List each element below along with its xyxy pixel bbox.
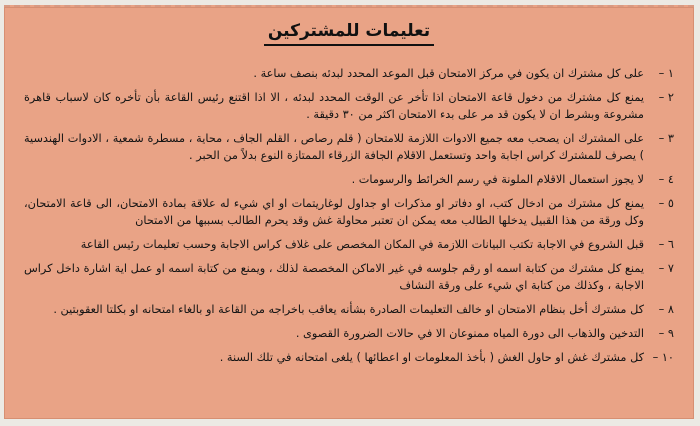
rules-list xyxy=(24,65,674,405)
rule-number: ١ – xyxy=(658,67,674,80)
rule-text: على كل مشترك ان يكون في مركز الامتحان قبل الموعد المحدد لبدئه بنصف ساعة . xyxy=(253,67,644,80)
rule-8 xyxy=(24,301,674,318)
rule-6 xyxy=(24,236,674,253)
rule-number: ٢ – xyxy=(658,91,674,104)
rule-text: على المشترك ان يصحب معه جميع الادوات اللازمة للامتحان ( قلم رصاص ، القلم الجاف ، محاية ، مسطرة شمعية ، الادوات الهندسية ) يصرف للمشترك كراس اجابة واحد وتستعمل الاقلام الجافة الزرقاء الممتازة النوع بدلاً من الحبر . xyxy=(24,132,644,162)
rule-number: ٤ – xyxy=(658,173,674,186)
rule-text: كل مشترك أخل بنظام الامتحان او خالف التعليمات الصادرة بشأنه يعاقب باخراجه من القاعة او بالغاء امتحانه او بكلتا العقوبتين . xyxy=(53,303,644,316)
rule-7 xyxy=(24,260,674,294)
instruction-card xyxy=(4,5,694,419)
rule-number: ٥ – xyxy=(658,197,674,210)
rule-3 xyxy=(24,130,674,164)
rule-number: ١٠ – xyxy=(652,351,674,364)
rule-text: لا يجوز استعمال الاقلام الملونة في رسم الخرائط والرسومات . xyxy=(351,173,644,186)
rule-text: قبل الشروع في الاجابة تكتب البيانات اللازمة في المكان المخصص على غلاف كراس الاجابة وحسب تعليمات رئيس القاعة xyxy=(80,238,644,251)
rule-text: التدخين والذهاب الى دورة المياه ممنوعان الا في حالات الضرورة القصوى . xyxy=(295,327,644,340)
rule-text: يمنع كل مشترك من كتابة اسمه او رقم جلوسه في غير الاماكن المخصصة لذلك ، ويمنع من كتابة اسمه او عمل اية اشارة داخل كراس الاجابة ، وكذلك من كتابة اي شيء على ورقة النشاف xyxy=(24,262,644,292)
rule-1 xyxy=(24,65,674,82)
document-title xyxy=(4,21,694,46)
rule-number: ٦ – xyxy=(658,238,674,251)
rule-text: يمنع كل مشترك من ادخال كتب، او دفاتر او مذكرات او جداول لوغاريتمات او اي شيء له علاقة بمادة الامتحان، الى قاعة الامتحان، وكل ورقة من هذا القبيل يدخلها الطالب معه يمكن ان تعتبر محاولة غش وقد يحرم الطالب بسببها من الامتحان xyxy=(24,197,644,227)
rule-number: ٨ – xyxy=(658,303,674,316)
rule-4 xyxy=(24,171,674,188)
rule-9 xyxy=(24,325,674,342)
rule-2 xyxy=(24,89,674,123)
rule-number: ٧ – xyxy=(658,262,674,275)
rule-5 xyxy=(24,195,674,229)
rule-10 xyxy=(24,349,674,366)
rule-number: ٩ – xyxy=(658,327,674,340)
rule-number: ٣ – xyxy=(658,132,674,145)
document-title-text: تعليمات للمشتركين xyxy=(264,21,434,46)
rule-text: كل مشترك غش او حاول الغش ( بأخذ المعلومات او اعطائها ) يلغى امتحانه في تلك السنة . xyxy=(219,351,644,364)
rule-text: يمنع كل مشترك من دخول قاعة الامتحان اذا تأخر عن الوقت المحدد لبدئه ، الا اذا اقتنع رئيس القاعة بأن تأخره كان لاسباب قاهرة مشروعة وبشرط ان لا يكون قد مر على بدء الامتحان اكثر من ٣٠ دقيقة . xyxy=(24,91,644,121)
